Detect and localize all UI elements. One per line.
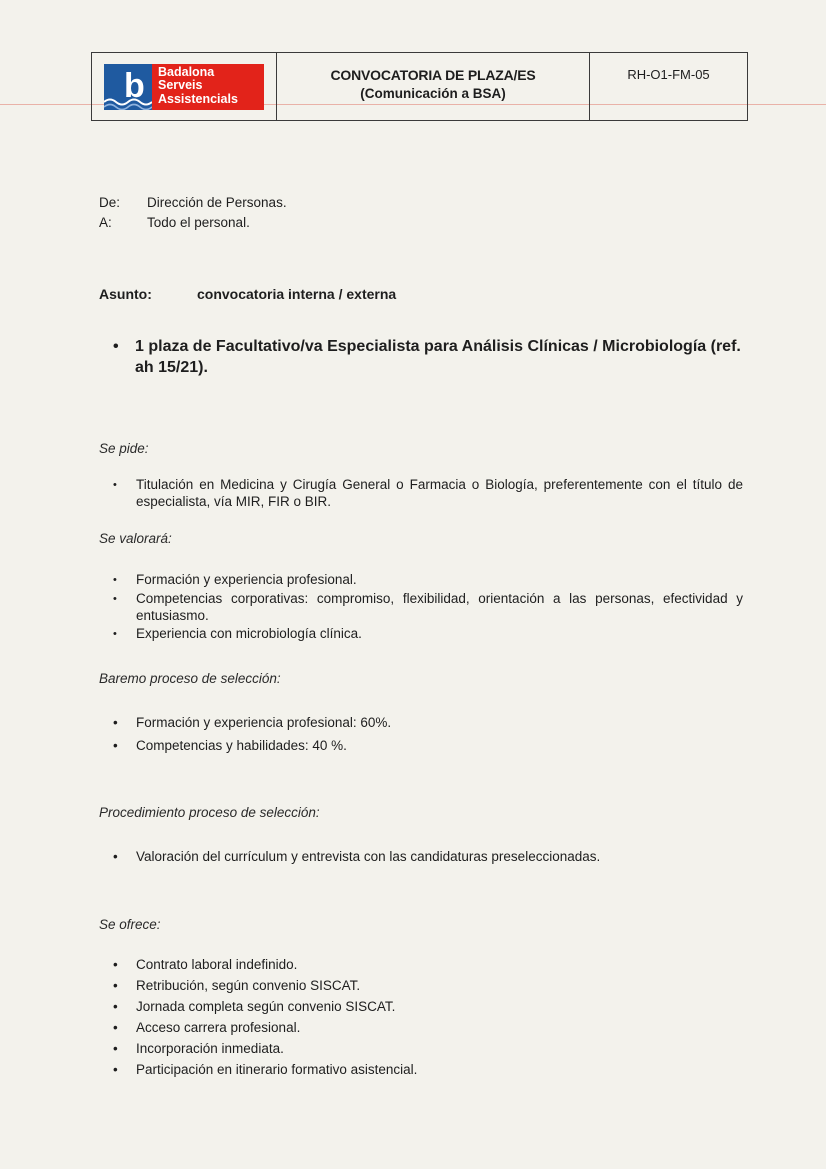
list-item: • Formación y experiencia profesional: 60%. bbox=[113, 715, 392, 730]
list-se-ofrece bbox=[113, 956, 743, 1079]
section-title-procedimiento: Procedimiento proceso de selección: bbox=[99, 805, 320, 820]
section-title-se-ofrece: Se ofrece: bbox=[99, 917, 161, 932]
section-title-se-valorara: Se valorará: bbox=[99, 531, 172, 546]
position-headline bbox=[113, 336, 753, 378]
list-item: • Participación en itinerario formativo asistencial. bbox=[113, 1062, 418, 1077]
header-title-cell bbox=[277, 53, 590, 120]
logo-cell bbox=[92, 53, 277, 120]
subject-line bbox=[99, 286, 396, 302]
section-title-baremo: Baremo proceso de selección: bbox=[99, 671, 281, 686]
list-item: • Competencias y habilidades: 40 %. bbox=[113, 738, 347, 753]
list-se-valorara bbox=[113, 571, 743, 644]
to-value: Todo el personal. bbox=[147, 215, 250, 230]
list-item: • Jornada completa según convenio SISCAT. bbox=[113, 999, 396, 1014]
memo-addressing bbox=[99, 193, 287, 233]
list-baremo bbox=[113, 714, 743, 755]
header-table bbox=[91, 52, 748, 121]
subject-label: Asunto: bbox=[99, 286, 152, 302]
list-item: • Competencias corporativas: compromiso, flexibilidad, orientación a las personas, efectividad y entusiasmo. bbox=[113, 591, 743, 623]
section-title-se-pide: Se pide: bbox=[99, 441, 149, 456]
to-label: A: bbox=[99, 215, 112, 230]
list-item: • Valoración del currículum y entrevista con las candidaturas preseleccionadas. bbox=[113, 849, 601, 864]
headline-text: 1 plaza de Facultativo/va Especialista para Análisis Clínicas / Microbiología (ref. ah 15/21). bbox=[135, 338, 741, 376]
list-se-pide bbox=[113, 476, 743, 511]
list-item: • Acceso carrera profesional. bbox=[113, 1020, 301, 1035]
from-value: Dirección de Personas. bbox=[147, 195, 287, 210]
subject-value: convocatoria interna / externa bbox=[197, 286, 397, 302]
document-code: RH-O1-FM-05 bbox=[627, 67, 710, 82]
list-item: • Incorporación inmediata. bbox=[113, 1041, 284, 1056]
list-item: • Titulación en Medicina y Cirugía General o Farmacia o Biología, preferentemente con el título de especialista, vía MIR, FIR o BIR. bbox=[113, 477, 743, 509]
document-subtitle: (Comunicación a BSA) bbox=[360, 86, 506, 101]
from-label: De: bbox=[99, 195, 121, 210]
list-item: • Retribución, según convenio SISCAT. bbox=[113, 978, 361, 993]
list-procedimiento bbox=[113, 848, 743, 866]
logo-b-mark bbox=[104, 64, 152, 110]
headline-bullet: • bbox=[113, 338, 119, 355]
list-item: • Formación y experiencia profesional. bbox=[113, 572, 357, 587]
document-title: CONVOCATORIA DE PLAZA/ES bbox=[330, 67, 536, 83]
list-item: • Contrato laboral indefinido. bbox=[113, 957, 298, 972]
company-logo bbox=[104, 64, 264, 110]
list-item: • Experiencia con microbiología clínica. bbox=[113, 626, 362, 641]
svg-text:b: b bbox=[124, 66, 145, 105]
logo-wordmark: Badalona Serveis Assistencials bbox=[152, 64, 264, 110]
